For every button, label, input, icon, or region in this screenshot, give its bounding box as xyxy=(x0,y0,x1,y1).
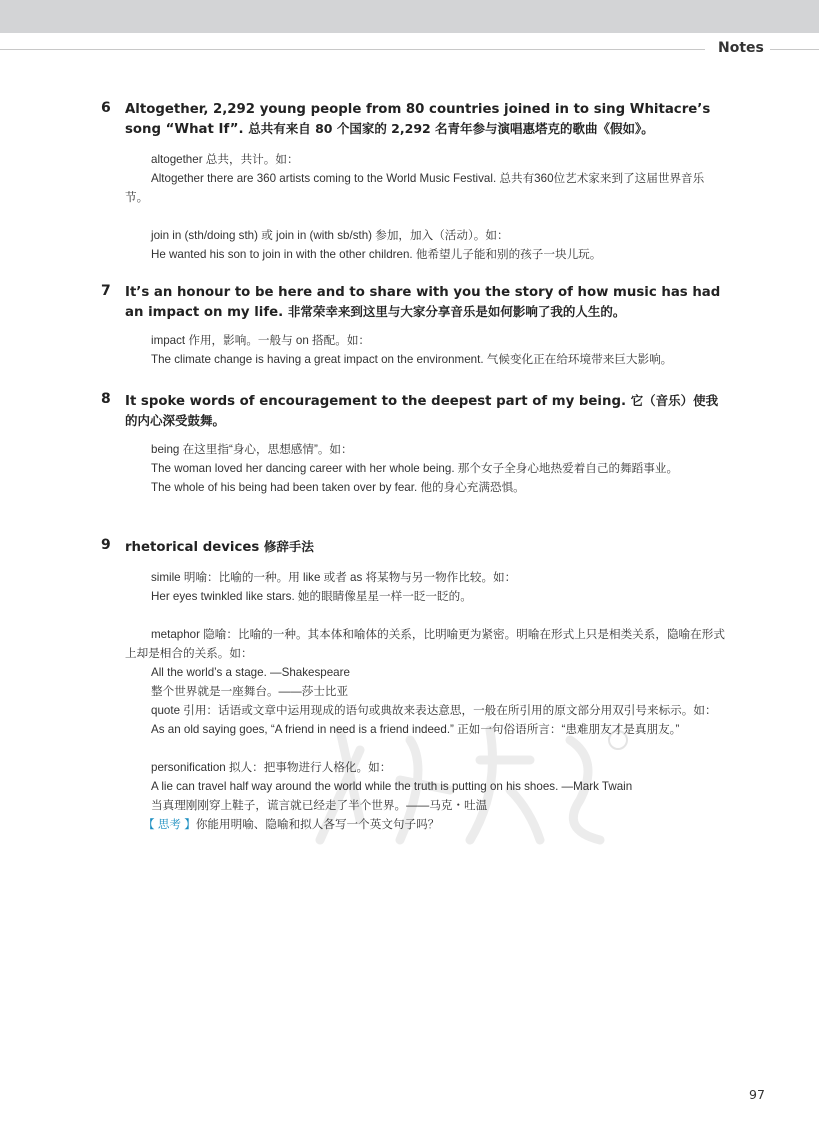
heading-chinese: 修辞手法 xyxy=(263,539,314,554)
heading-english: Altogether, 2,292 young people from 80 countries joined in to sing Whitacre’s song “What If”. xyxy=(125,102,711,137)
think-prompt xyxy=(125,815,727,834)
note-line: As an old saying goes, “A friend in need is a friend indeed.” 正如一句俗语所言：“患难朋友才是真朋友。” xyxy=(151,723,680,736)
think-tag: 【 思考 】 xyxy=(143,818,196,831)
note-line: He wanted his son to join in with the other children. 他希望儿子能和别的孩子一块儿玩。 xyxy=(151,248,602,261)
heading-chinese: 总共有来自 80 个国家的 2,292 名青年参与演唱惠塔克的歌曲《假如》。 xyxy=(248,121,654,136)
note-line: personification 拟人：把事物进行人格化。如： xyxy=(151,761,392,774)
note-line: 整个世界就是一座舞台。——莎士比亚 xyxy=(151,685,349,698)
note-number: 8 xyxy=(101,391,111,407)
note-heading xyxy=(125,283,727,322)
note-number: 6 xyxy=(101,100,111,116)
heading-english: It spoke words of encouragement to the deepest part of my being. xyxy=(125,394,627,409)
note-line: Altogether there are 360 artists coming to the World Music Festival. 总共有360位艺术家来到了这届世界音乐节。 xyxy=(125,172,705,204)
think-text: 你能用明喻、隐喻和拟人各写一个英文句子吗？ xyxy=(195,818,440,831)
note-line: The whole of his being had been taken over by fear. 他的身心充满恐惧。 xyxy=(151,481,525,494)
notes-rule-right xyxy=(770,49,819,50)
top-banner xyxy=(0,0,819,33)
heading-english: rhetorical devices xyxy=(125,540,260,555)
note-line: All the world’s a stage. —Shakespeare xyxy=(151,666,350,679)
heading-chinese: 非常荣幸来到这里与大家分享音乐是如何影响了我的人生的。 xyxy=(287,304,626,319)
note-heading xyxy=(125,391,727,431)
note-body xyxy=(125,568,727,834)
notes-rule-left xyxy=(0,49,705,50)
note-body xyxy=(125,150,727,264)
note-line: A lie can travel half way around the world while the truth is putting on his shoes. —Mark Twain xyxy=(151,780,633,793)
note-line: quote 引用：话语或文章中运用现成的语句或典故来表达意思，一般在所引用的原文部分用双引号来标示。如： xyxy=(151,704,717,717)
note-body xyxy=(125,440,727,497)
note-line: The climate change is having a great impact on the environment. 气候变化正在给环境带来巨大影响。 xyxy=(151,353,673,366)
page-number: 97 xyxy=(749,1087,765,1102)
note-heading xyxy=(125,537,727,557)
note-line: impact 作用，影响。一般与 on 搭配。如： xyxy=(151,334,371,347)
note-line: simile 明喻：比喻的一种。用 like 或者 as 将某物与另一物作比较。如： xyxy=(151,571,517,584)
note-line: 当真理刚刚穿上鞋子，谎言就已经走了半个世界。——马克・吐温 xyxy=(151,799,488,812)
notes-label: Notes xyxy=(718,40,764,56)
note-line: altogether 总共，共计。如： xyxy=(151,153,299,166)
note-line: metaphor 隐喻：比喻的一种。其本体和喻体的关系，比明喻更为紧密。明喻在形式上只是相类关系，隐喻在形式上却是相合的关系。如： xyxy=(125,628,725,660)
note-line: join in (sth/doing sth) 或 join in (with sb/sth) 参加，加入（活动）。如： xyxy=(151,229,509,242)
note-number: 7 xyxy=(101,283,111,299)
note-heading xyxy=(125,100,727,139)
heading-chinese: 它（音乐）使我的内心深受鼓舞。 xyxy=(125,393,719,428)
note-body xyxy=(125,331,727,369)
note-line: being 在这里指“身心，思想感情”。如： xyxy=(151,443,353,456)
heading-english: It’s an honour to be here and to share with you the story of how music has had an impact on my life. xyxy=(125,285,721,320)
note-line: Her eyes twinkled like stars. 她的眼睛像星星一样一眨一眨的。 xyxy=(151,590,472,603)
note-number: 9 xyxy=(101,537,111,553)
note-line: The woman loved her dancing career with her whole being. 那个女子全身心地热爱着自己的舞蹈事业。 xyxy=(151,462,679,475)
